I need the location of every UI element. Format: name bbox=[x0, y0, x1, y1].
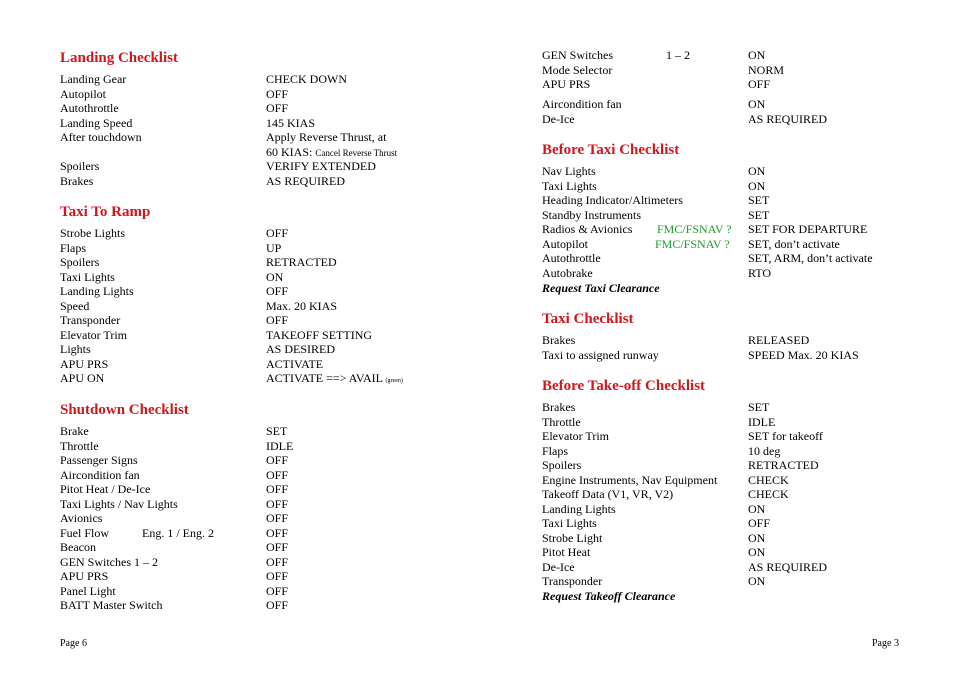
row-label: Autobrake bbox=[542, 266, 593, 280]
row-value: NORM bbox=[748, 63, 785, 77]
row-label: Avionics bbox=[60, 511, 103, 525]
row-label: GEN Switches 1 – 2 bbox=[60, 555, 158, 569]
row-value: OFF bbox=[266, 584, 289, 598]
row-value: Apply Reverse Thrust, at bbox=[266, 130, 387, 144]
taxi-checklist-title: Taxi Checklist bbox=[542, 311, 634, 327]
row-value: OFF bbox=[748, 516, 771, 530]
row-label: Strobe Light bbox=[542, 531, 603, 545]
row-label: Radios & Avionics bbox=[542, 222, 633, 236]
row-label: Spoilers bbox=[60, 159, 100, 173]
row-label: Aircondition fan bbox=[542, 97, 622, 111]
row-value: AS DESIRED bbox=[266, 342, 336, 356]
fmc-fsnav-note: FMC/FSNAV ? bbox=[655, 237, 730, 251]
row-label: Standby Instruments bbox=[542, 208, 641, 222]
row-value: OFF bbox=[266, 313, 289, 327]
row-label: Elevator Trim bbox=[60, 328, 128, 342]
row-label: Autothrottle bbox=[60, 101, 119, 115]
row-value: RELEASED bbox=[748, 333, 810, 347]
row-label: Taxi to assigned runway bbox=[542, 348, 659, 362]
row-value: Max. 20 KIAS bbox=[266, 299, 337, 313]
row-value: RETRACTED bbox=[748, 458, 819, 472]
row-value: OFF bbox=[266, 569, 289, 583]
row-value: OFF bbox=[266, 526, 289, 540]
row-value: CHECK bbox=[748, 473, 789, 487]
row-label: Landing Lights bbox=[60, 284, 134, 298]
row-label: Transponder bbox=[60, 313, 121, 327]
apu-on-note: (green) bbox=[385, 378, 403, 384]
row-label: De-Ice bbox=[542, 560, 575, 574]
landing-checklist-title: Landing Checklist bbox=[60, 50, 178, 66]
row-value: OFF bbox=[266, 226, 289, 240]
row-value: IDLE bbox=[266, 439, 294, 453]
row-value: AS REQUIRED bbox=[748, 112, 828, 126]
page-number: Page 3 bbox=[872, 638, 899, 649]
row-value: SET for takeoff bbox=[748, 429, 823, 443]
taxi-to-ramp-title: Taxi To Ramp bbox=[60, 204, 151, 220]
row-label: Throttle bbox=[60, 439, 99, 453]
row-value: SET, don’t activate bbox=[748, 237, 840, 251]
row-label: Panel Light bbox=[60, 584, 116, 598]
row-label: De-Ice bbox=[542, 112, 575, 126]
row-label: Landing Lights bbox=[542, 502, 616, 516]
row-label: Taxi Lights bbox=[542, 179, 597, 193]
row-label: Pitot Heat bbox=[542, 545, 591, 559]
row-value: RETRACTED bbox=[266, 255, 337, 269]
shutdown-checklist-title: Shutdown Checklist bbox=[60, 402, 189, 418]
row-value: ON bbox=[748, 97, 766, 111]
row-value: SET bbox=[266, 424, 288, 438]
row-value: ON bbox=[748, 502, 766, 516]
row-label: Heading Indicator/Altimeters bbox=[542, 193, 683, 207]
row-label: Nav Lights bbox=[542, 164, 596, 178]
row-value: OFF bbox=[266, 598, 289, 612]
row-label: Speed bbox=[60, 299, 90, 313]
before-takeoff-checklist-title: Before Take-off Checklist bbox=[542, 378, 706, 394]
row-label: Brakes bbox=[542, 400, 576, 414]
row-value: OFF bbox=[266, 540, 289, 554]
row-value: ON bbox=[748, 179, 766, 193]
row-label: Autopilot bbox=[60, 87, 107, 101]
row-value: UP bbox=[266, 241, 282, 255]
row-value: OFF bbox=[266, 101, 289, 115]
row-value: OFF bbox=[266, 511, 289, 525]
row-label: Autopilot bbox=[542, 237, 589, 251]
row-value: ON bbox=[748, 48, 766, 62]
row-value: SET bbox=[748, 400, 770, 414]
before-taxi-checklist-title: Before Taxi Checklist bbox=[542, 142, 680, 158]
row-value: OFF bbox=[266, 555, 289, 569]
row-label: Flaps bbox=[60, 241, 87, 255]
row-label: Fuel Flow bbox=[60, 526, 110, 540]
row-value: SET, ARM, don’t activate bbox=[748, 251, 873, 265]
row-value: SET bbox=[748, 193, 770, 207]
row-label: Engine Instruments, Nav Equipment bbox=[542, 473, 718, 487]
row-value: OFF bbox=[266, 284, 289, 298]
row-value: ON bbox=[266, 270, 284, 284]
row-label: Spoilers bbox=[542, 458, 582, 472]
gen-switches-numbers: 1 – 2 bbox=[666, 48, 690, 62]
row-label: Lights bbox=[60, 342, 91, 356]
row-label: After touchdown bbox=[60, 130, 142, 144]
row-value: SET FOR DEPARTURE bbox=[748, 222, 868, 236]
row-label: Taxi Lights bbox=[60, 270, 115, 284]
row-value: ON bbox=[748, 574, 766, 588]
row-label: Mode Selector bbox=[542, 63, 613, 77]
row-label: Beacon bbox=[60, 540, 96, 554]
row-value: OFF bbox=[266, 468, 289, 482]
fuel-flow-engines: Eng. 1 / Eng. 2 bbox=[142, 526, 214, 540]
row-value: OFF bbox=[266, 453, 289, 467]
row-value: CHECK bbox=[748, 487, 789, 501]
row-value: TAKEOFF SETTING bbox=[266, 328, 373, 342]
row-label: APU PRS bbox=[60, 357, 109, 371]
row-label: Brakes bbox=[542, 333, 576, 347]
row-value: VERIFY EXTENDED bbox=[266, 159, 376, 173]
row-label: Passenger Signs bbox=[60, 453, 138, 467]
after-touchdown-note: Cancel Reverse Thrust bbox=[315, 148, 398, 158]
row-label: BATT Master Switch bbox=[60, 598, 163, 612]
row-value bbox=[266, 371, 403, 389]
row-label: GEN Switches bbox=[542, 48, 613, 62]
fmc-fsnav-note: FMC/FSNAV ? bbox=[657, 222, 732, 236]
row-label: Brake bbox=[60, 424, 89, 438]
row-label: Takeoff Data (V1, VR, V2) bbox=[542, 487, 674, 501]
row-label: Autothrottle bbox=[542, 251, 601, 265]
row-value: AS REQUIRED bbox=[748, 560, 828, 574]
row-value: SET bbox=[748, 208, 770, 222]
page-number: Page 6 bbox=[60, 638, 87, 649]
row-value: OFF bbox=[266, 482, 289, 496]
row-label: Taxi Lights bbox=[542, 516, 597, 530]
row-label: Elevator Trim bbox=[542, 429, 610, 443]
row-label: Taxi Lights / Nav Lights bbox=[60, 497, 178, 511]
row-label: Aircondition fan bbox=[60, 468, 140, 482]
row-value: 145 KIAS bbox=[266, 116, 316, 130]
row-value: OFF bbox=[266, 87, 289, 101]
row-label: Brakes bbox=[60, 174, 94, 188]
row-value: AS REQUIRED bbox=[266, 174, 346, 188]
row-value: ON bbox=[748, 531, 766, 545]
row-value: ACTIVATE bbox=[266, 357, 324, 371]
row-label: Landing Speed bbox=[60, 116, 133, 130]
row-label: Flaps bbox=[542, 444, 569, 458]
row-value: SPEED Max. 20 KIAS bbox=[748, 348, 859, 362]
row-value: OFF bbox=[266, 497, 289, 511]
row-value: RTO bbox=[748, 266, 772, 280]
row-value: IDLE bbox=[748, 415, 776, 429]
row-value: 10 deg bbox=[748, 444, 781, 458]
row-value: ON bbox=[748, 545, 766, 559]
row-label: APU PRS bbox=[542, 77, 591, 91]
row-label: APU PRS bbox=[60, 569, 109, 583]
row-value: ON bbox=[748, 164, 766, 178]
row-label: Throttle bbox=[542, 415, 581, 429]
row-value: CHECK DOWN bbox=[266, 72, 347, 86]
row-label: APU ON bbox=[60, 371, 105, 385]
request-takeoff-clearance: Request Takeoff Clearance bbox=[542, 589, 676, 603]
apu-on-value: ACTIVATE ==> AVAIL bbox=[266, 371, 383, 385]
request-taxi-clearance: Request Taxi Clearance bbox=[542, 281, 660, 295]
row-label: Pitot Heat / De-Ice bbox=[60, 482, 151, 496]
row-label: Transponder bbox=[542, 574, 603, 588]
row-label: Spoilers bbox=[60, 255, 100, 269]
row-label: Landing Gear bbox=[60, 72, 127, 86]
row-value: OFF bbox=[748, 77, 771, 91]
after-touchdown-kias: 60 KIAS: bbox=[266, 145, 313, 159]
row-label: Strobe Lights bbox=[60, 226, 125, 240]
